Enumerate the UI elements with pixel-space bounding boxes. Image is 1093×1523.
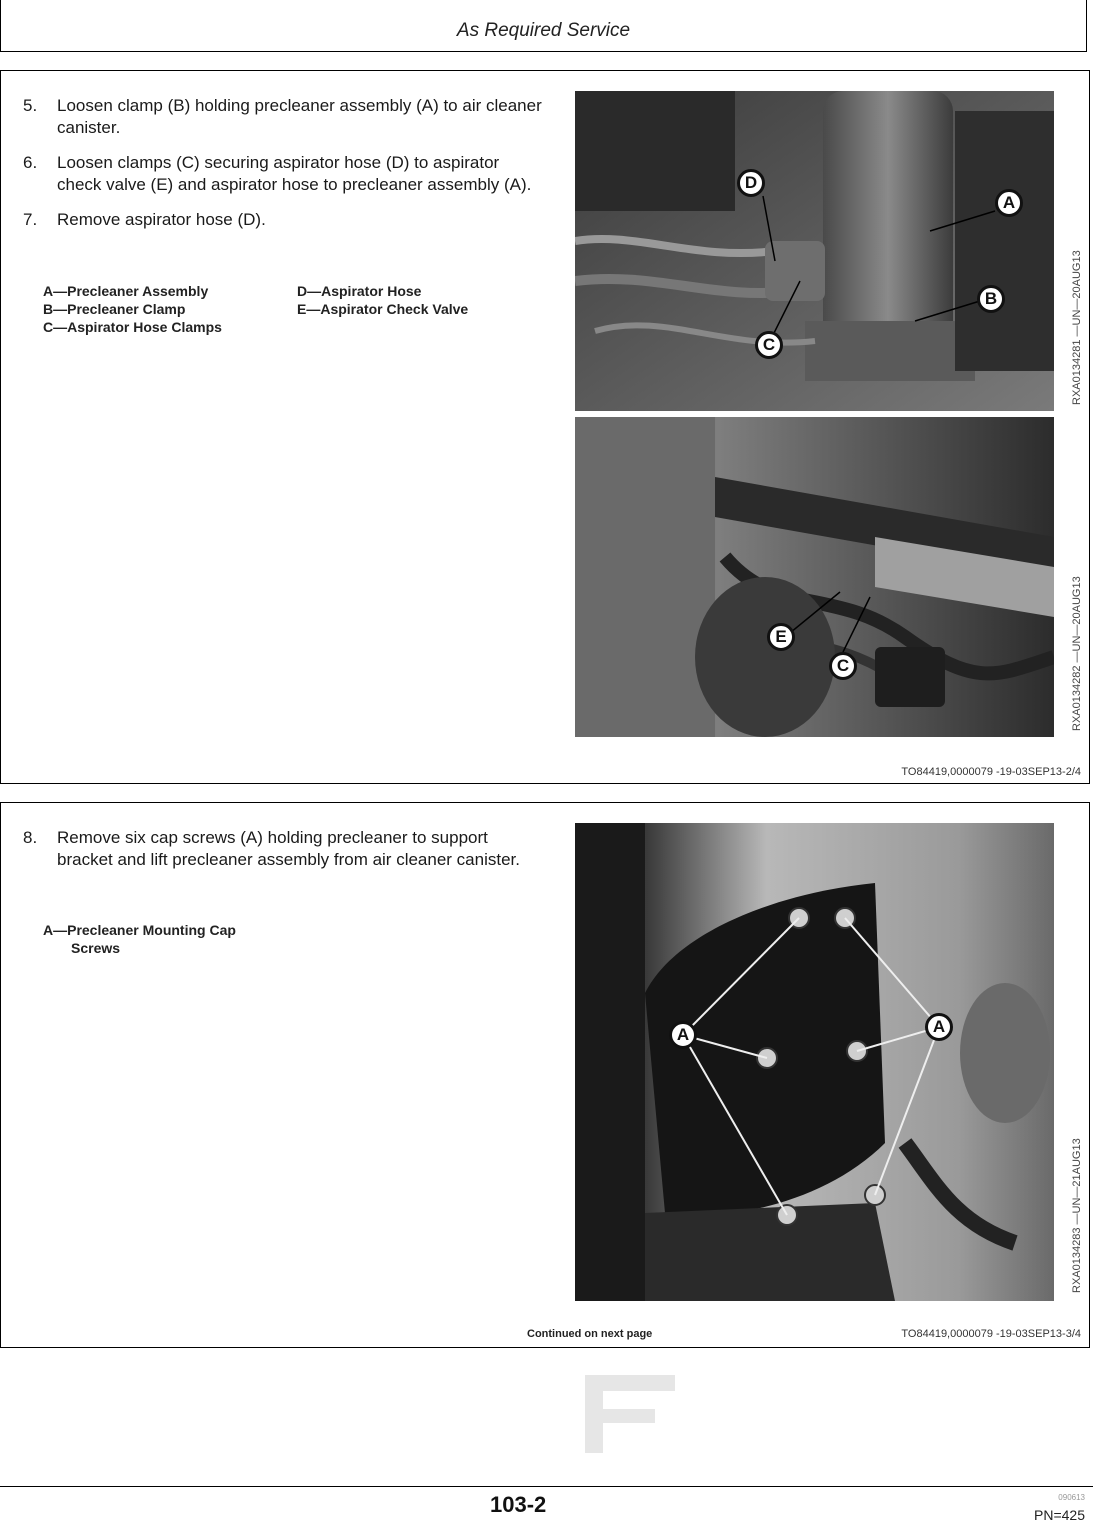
legend-right: [297, 282, 468, 318]
procedure-section-1: [0, 70, 1090, 784]
legend-item: B—Precleaner Clamp: [43, 301, 186, 317]
step-text: Remove aspirator hose (D).: [57, 210, 266, 229]
legend-item: A—Precleaner Mounting Cap: [43, 922, 236, 938]
legend-item: D—Aspirator Hose: [297, 283, 422, 299]
legend-item-continued: Screws: [71, 940, 121, 956]
photo3-caption: RXA0134283 —UN—21AUG13: [1071, 1138, 1083, 1293]
engine-photo-2: [575, 417, 1054, 737]
step-8: [23, 827, 543, 871]
photo-illustration: [575, 91, 1054, 411]
step-number: 5.: [23, 96, 38, 115]
step-7: [23, 209, 543, 231]
steps-list: [23, 827, 543, 884]
legend-item: A—Precleaner Assembly: [43, 283, 209, 299]
callout-c: C: [829, 652, 857, 680]
callout-a-right: A: [925, 1013, 953, 1041]
callout-d: D: [737, 169, 765, 197]
photo2-caption: RXA0134282 —UN—20AUG13: [1071, 576, 1083, 731]
continued-note: Continued on next page: [527, 1328, 653, 1340]
precleaner-photo: [575, 823, 1054, 1301]
legend-item: E—Aspirator Check Valve: [297, 301, 469, 317]
callout-b: B: [977, 285, 1005, 313]
watermark-mark: [585, 1375, 681, 1455]
step-number: 8.: [23, 828, 38, 847]
reference-code: TO84419,0000079 -19-03SEP13-3/4: [901, 1328, 1081, 1340]
reference-code: TO84419,0000079 -19-03SEP13-2/4: [901, 766, 1081, 778]
steps-list: [23, 95, 543, 244]
page-number: 103-2: [490, 1492, 547, 1517]
legend-item: C—Aspirator Hose Clamps: [43, 319, 222, 335]
procedure-section-2: [0, 802, 1090, 1348]
photo-illustration: [575, 823, 1054, 1301]
photo1-caption: RXA0134281 —UN—20AUG13: [1071, 250, 1083, 405]
step-number: 7.: [23, 210, 38, 229]
callout-e: E: [767, 623, 795, 651]
engine-photo-1: [575, 91, 1054, 411]
step-6: [23, 152, 543, 196]
legend: [43, 921, 236, 957]
callout-a: A: [995, 189, 1023, 217]
step-text: Remove six cap screws (A) holding precleaner to support bracket and lift precleaner assembly from air cleaner canister.: [57, 828, 520, 869]
callout-c: C: [755, 331, 783, 359]
step-text: Loosen clamps (C) securing aspirator hose (D) to aspirator check valve (E) and aspirator hose to precleaner assembly (A).: [57, 153, 532, 194]
step-5: [23, 95, 543, 139]
legend-left: [43, 282, 222, 336]
page-header: [0, 0, 1087, 52]
header-title: As Required Service: [456, 20, 631, 41]
footer-code: 090613: [1058, 1493, 1085, 1502]
step-number: 6.: [23, 153, 38, 172]
photo-illustration: [575, 417, 1054, 737]
footer-rule: [0, 1486, 1093, 1487]
step-text: Loosen clamp (B) holding precleaner assembly (A) to air cleaner canister.: [57, 96, 542, 137]
pn-label: PN=425: [1034, 1507, 1085, 1523]
callout-a-left: A: [669, 1021, 697, 1049]
